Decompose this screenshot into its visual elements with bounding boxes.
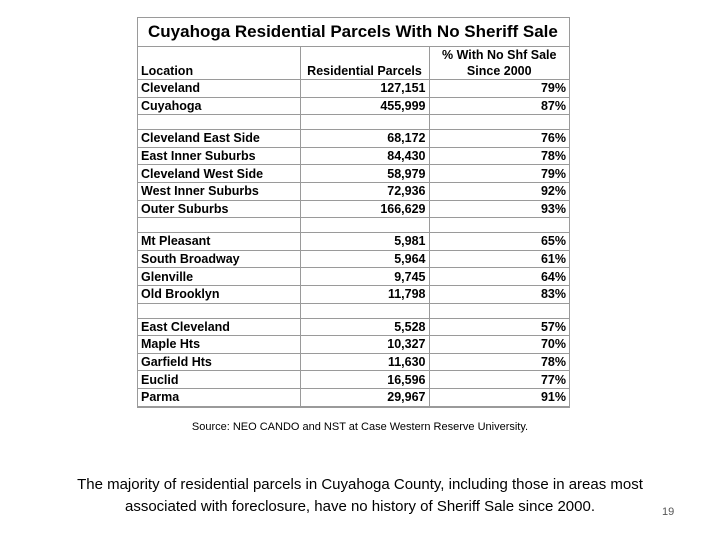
cell-parcels: 5,981 xyxy=(300,233,429,251)
cell-parcels: 5,528 xyxy=(300,318,429,336)
cell-parcels: 11,798 xyxy=(300,285,429,303)
table-row xyxy=(138,388,569,406)
cell-location: Parma xyxy=(138,388,300,406)
cell-parcels: 5,964 xyxy=(300,250,429,268)
table-row xyxy=(138,165,569,183)
header-location: Location xyxy=(138,47,300,80)
table-row xyxy=(138,268,569,286)
cell-parcels: 84,430 xyxy=(300,147,429,165)
spacer-cell xyxy=(138,218,300,233)
cell-location: East Inner Suburbs xyxy=(138,147,300,165)
cell-pct: 92% xyxy=(429,182,569,200)
cell-location: Cuyahoga xyxy=(138,97,300,115)
table-row xyxy=(138,182,569,200)
spacer-cell xyxy=(138,115,300,130)
table-row xyxy=(138,285,569,303)
cell-location: Maple Hts xyxy=(138,336,300,354)
table-row xyxy=(138,250,569,268)
cell-parcels: 29,967 xyxy=(300,388,429,406)
cell-pct: 83% xyxy=(429,285,569,303)
header-parcels: Residential Parcels xyxy=(300,47,429,80)
caption-line-2: associated with foreclosure, have no history of Sheriff Sale since 2000. xyxy=(125,498,595,515)
cell-location: South Broadway xyxy=(138,250,300,268)
spacer-cell xyxy=(138,303,300,318)
cell-parcels: 9,745 xyxy=(300,268,429,286)
cell-pct: 76% xyxy=(429,130,569,148)
cell-parcels: 166,629 xyxy=(300,200,429,218)
cell-parcels: 10,327 xyxy=(300,336,429,354)
cell-location: Glenville xyxy=(138,268,300,286)
header-pct xyxy=(429,47,569,80)
cell-location: West Inner Suburbs xyxy=(138,182,300,200)
cell-location: Mt Pleasant xyxy=(138,233,300,251)
cell-location: Euclid xyxy=(138,371,300,389)
cell-parcels: 127,151 xyxy=(300,80,429,98)
data-table xyxy=(138,47,569,407)
parcels-table xyxy=(137,17,570,408)
header-pct-line2: Since 2000 xyxy=(466,64,532,78)
table-row xyxy=(138,130,569,148)
cell-pct: 78% xyxy=(429,353,569,371)
cell-parcels: 16,596 xyxy=(300,371,429,389)
page-number: 19 xyxy=(662,506,675,518)
cell-location: Old Brooklyn xyxy=(138,285,300,303)
cell-pct: 78% xyxy=(429,147,569,165)
cell-pct: 64% xyxy=(429,268,569,286)
cell-pct: 57% xyxy=(429,318,569,336)
cell-pct: 61% xyxy=(429,250,569,268)
spacer-cell xyxy=(300,303,429,318)
spacer-cell xyxy=(300,115,429,130)
spacer-row xyxy=(138,303,569,318)
table-row xyxy=(138,353,569,371)
cell-pct: 87% xyxy=(429,97,569,115)
table-row xyxy=(138,97,569,115)
table-row xyxy=(138,371,569,389)
spacer-cell xyxy=(429,218,569,233)
cell-parcels: 68,172 xyxy=(300,130,429,148)
table-row xyxy=(138,200,569,218)
table-row xyxy=(138,147,569,165)
cell-pct: 91% xyxy=(429,388,569,406)
header-pct-line1: % With No Shf Sale xyxy=(442,48,557,62)
cell-location: Cleveland West Side xyxy=(138,165,300,183)
cell-location: Cleveland East Side xyxy=(138,130,300,148)
spacer-row xyxy=(138,218,569,233)
source-note: Source: NEO CANDO and NST at Case Western Reserve University. xyxy=(191,421,529,433)
cell-location: Cleveland xyxy=(138,80,300,98)
caption xyxy=(0,474,720,518)
cell-location: Outer Suburbs xyxy=(138,200,300,218)
cell-parcels: 58,979 xyxy=(300,165,429,183)
cell-pct: 77% xyxy=(429,371,569,389)
cell-parcels: 455,999 xyxy=(300,97,429,115)
cell-pct: 70% xyxy=(429,336,569,354)
table-title: Cuyahoga Residential Parcels With No Sheriff Sale xyxy=(138,18,569,47)
cell-pct: 65% xyxy=(429,233,569,251)
header-row xyxy=(138,47,569,80)
table-row xyxy=(138,80,569,98)
caption-line-1: The majority of residential parcels in Cuyahoga County, including those in areas most xyxy=(77,476,643,493)
table-row xyxy=(138,233,569,251)
table-row xyxy=(138,318,569,336)
cell-location: East Cleveland xyxy=(138,318,300,336)
spacer-row xyxy=(138,115,569,130)
spacer-cell xyxy=(300,218,429,233)
cell-parcels: 11,630 xyxy=(300,353,429,371)
table-row xyxy=(138,336,569,354)
cell-pct: 79% xyxy=(429,165,569,183)
cell-pct: 93% xyxy=(429,200,569,218)
cell-parcels: 72,936 xyxy=(300,182,429,200)
cell-location: Garfield Hts xyxy=(138,353,300,371)
cell-pct: 79% xyxy=(429,80,569,98)
spacer-cell xyxy=(429,303,569,318)
spacer-cell xyxy=(429,115,569,130)
